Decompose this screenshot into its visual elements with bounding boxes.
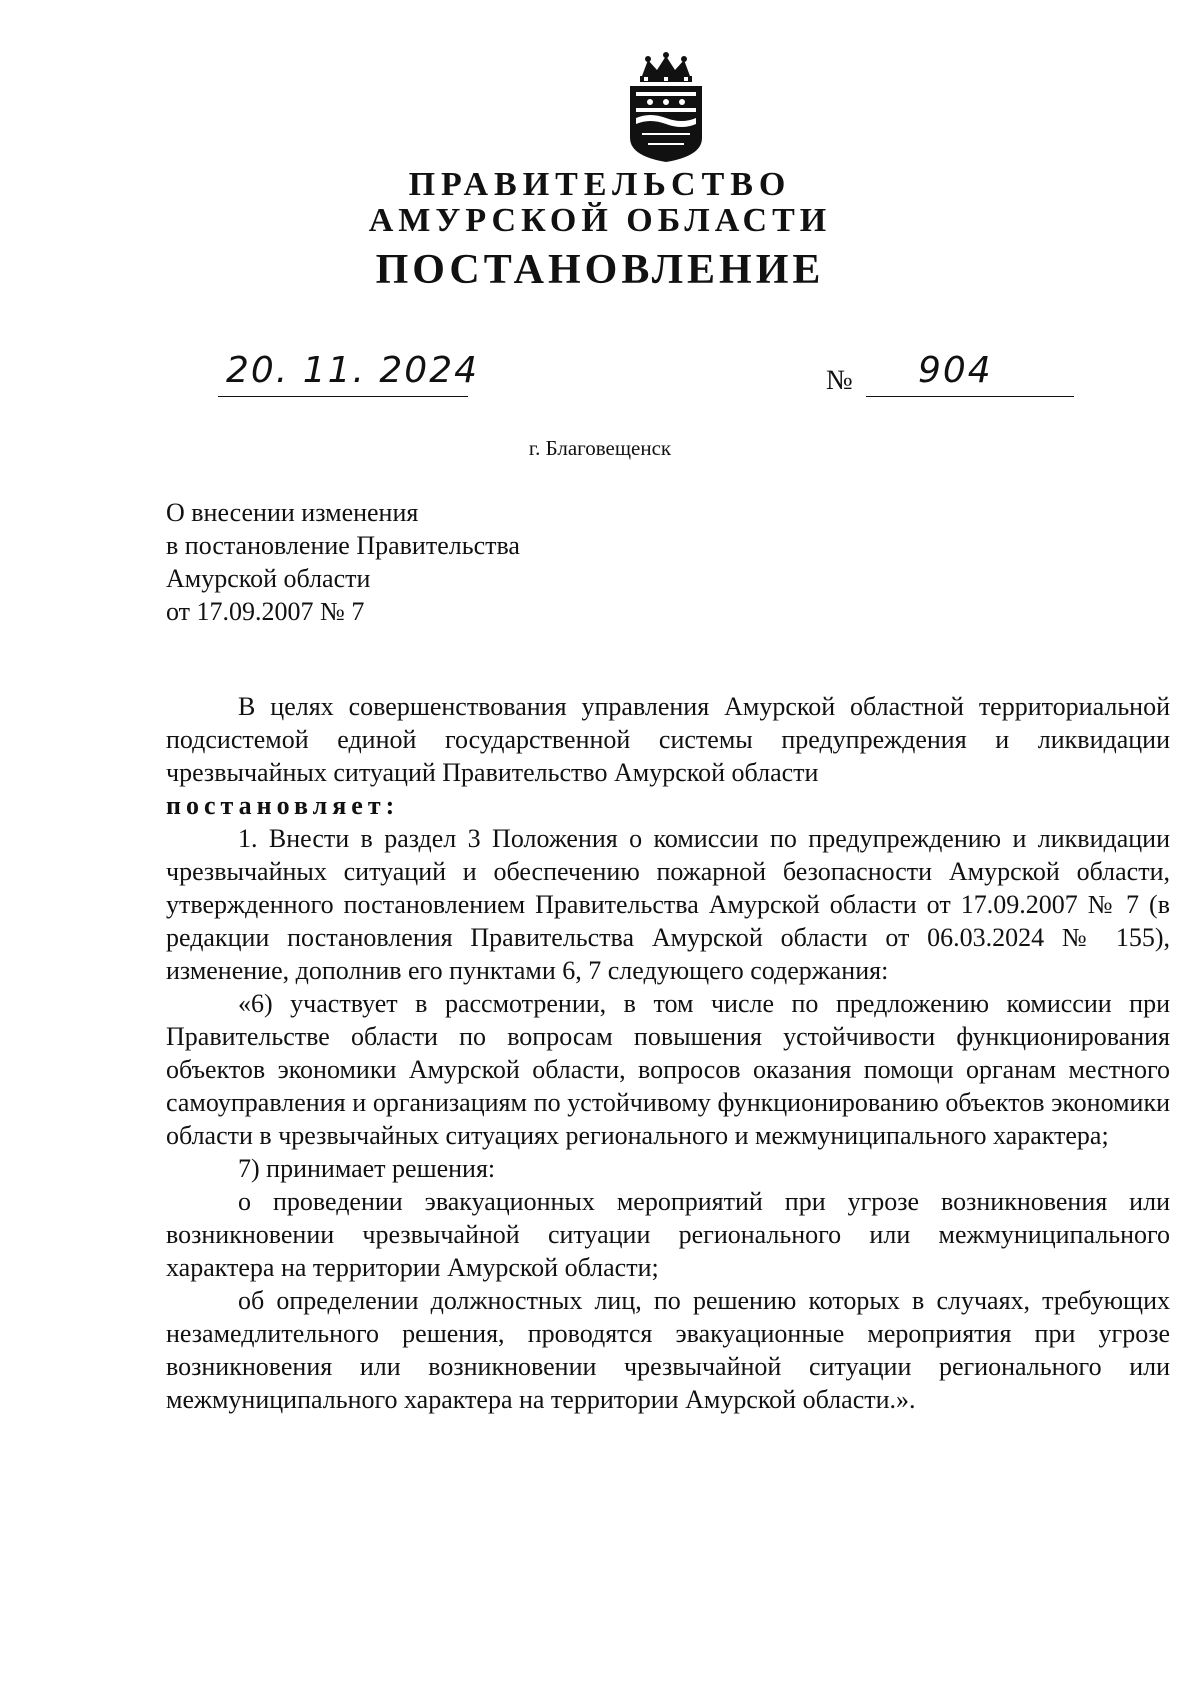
government-title: ПРАВИТЕЛЬСТВО bbox=[408, 166, 792, 203]
subject-line: Амурской области bbox=[166, 564, 371, 593]
item-7-paragraph: 7) принимает решения: bbox=[238, 1154, 496, 1183]
city-label: г. Благовещенск bbox=[528, 436, 672, 460]
document-subject bbox=[166, 496, 520, 628]
subject-line: от 17.09.2007 № 7 bbox=[166, 597, 365, 626]
number-sign: № bbox=[826, 365, 853, 396]
region-title: АМУРСКОЙ ОБЛАСТИ bbox=[368, 202, 832, 239]
item-7a-paragraph: о проведении эвакуационных мероприятий при угрозе возникновения или возникновении чрезвычайной ситуации регионального или межмуниципального характера на территории Амурской области; bbox=[166, 1187, 1170, 1282]
coat-of-arms-icon bbox=[620, 52, 712, 164]
item-1-paragraph: 1. Внести в раздел 3 Положения о комиссии по предупреждению и ликвидации чрезвычайных ситуаций и обеспечению пожарной безопасности Амурской области, утвержденного постановлением Правительства Амурской области от 17.09.2007 № 7 (в редакции постановления Правительства Амурской области от 06.03.2024 № 155), изменение, дополнив его пунктами 6, 7 следующего содержания: bbox=[166, 824, 1170, 985]
number-underline bbox=[866, 396, 1074, 397]
document-body bbox=[166, 690, 1170, 1416]
item-6-paragraph: «6) участвует в рассмотрении, в том числе по предложению комиссии при Правительстве области по вопросам повышения устойчивости функционирования объектов экономики Амурской области, вопросов оказания помощи органам местного самоуправления и организациям по устойчивому функционированию объектов экономики области в чрезвычайных ситуациях регионального и межмуниципального характера; bbox=[166, 989, 1170, 1150]
document-number: 904 bbox=[918, 350, 993, 391]
item-7b-paragraph: об определении должностных лиц, по решению которых в случаях, требующих незамедлительного решения, проводятся эвакуационные мероприятия при угрозе возникновения или возникновении чрезвычайной ситуации регионального или межмуниципального характера на территории Амурской области.». bbox=[166, 1286, 1170, 1414]
date-underline bbox=[218, 396, 468, 397]
preamble-paragraph: В целях совершенствования управления Амурской областной территориальной подсистемой единой государственной системы предупреждения и ликвидации чрезвычайных ситуаций Правительство Амурской области bbox=[166, 692, 1170, 787]
resolves-label: постановляет: bbox=[166, 791, 400, 820]
document-type-title: ПОСТАНОВЛЕНИЕ bbox=[375, 247, 825, 293]
subject-line: О внесении изменения bbox=[166, 498, 419, 527]
document-date: 20. 11. 2024 bbox=[226, 350, 480, 391]
subject-line: в постановление Правительства bbox=[166, 531, 520, 560]
